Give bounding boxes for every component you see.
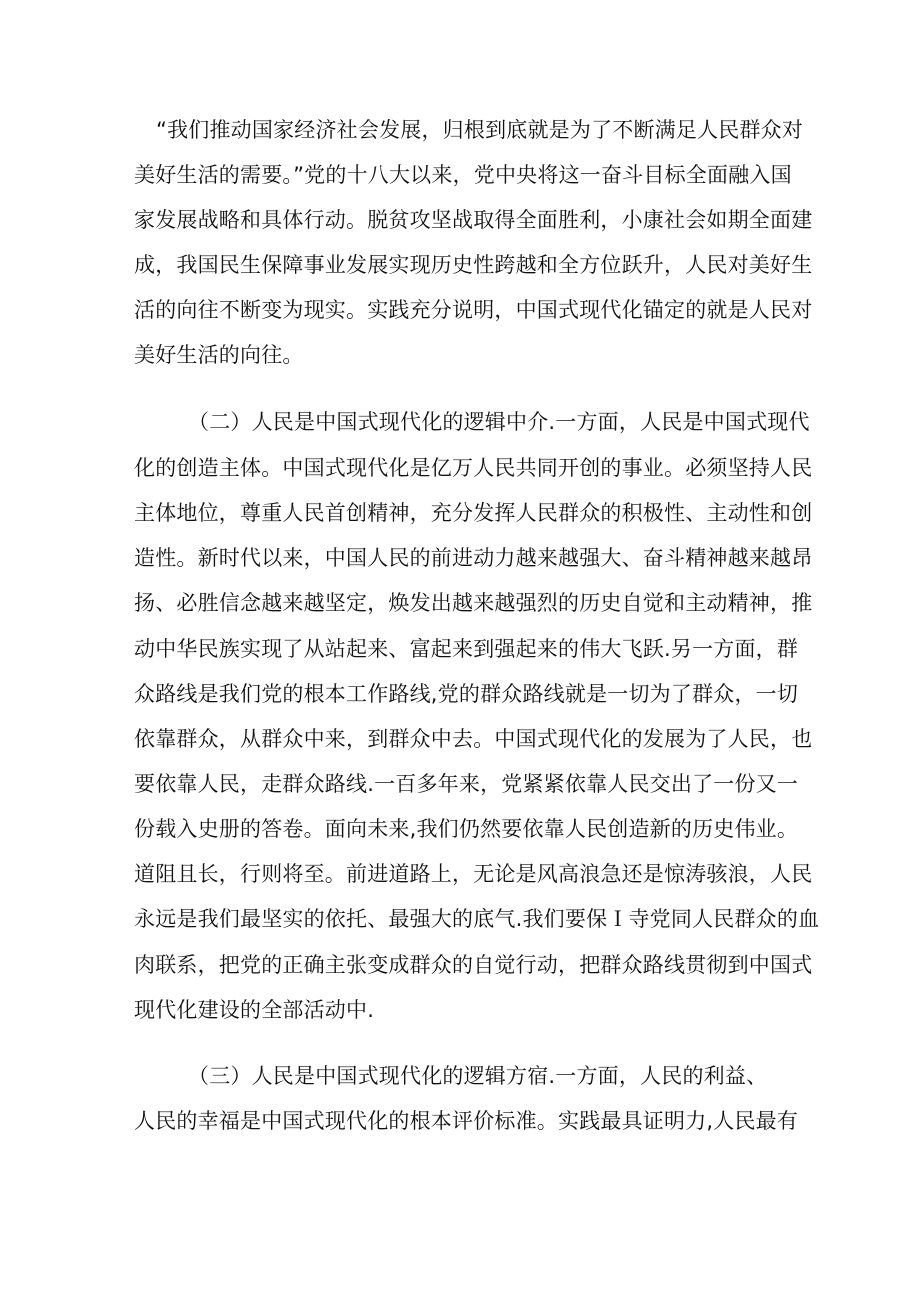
text-line: 现代化建设的全部活动中. [134, 998, 375, 1022]
text-line: 肉联系，把党的正确主张变成群众的自觉行动，把群众路线贯彻到中国式 [134, 953, 813, 977]
text-line: 人民的幸福是中国式现代化的根本评价标准。实践最具证明力,人民最有 [134, 1109, 799, 1133]
text-line: 扬、必胜信念越来越坚定，焕发出越来越强烈的历史自觉和主动精神，推 [134, 591, 813, 615]
text-line: 永远是我们最坚实的依托、最强大的底气.我们要保Ｉ寺党同人民群众的血 [134, 907, 820, 931]
text-line: 要依靠人民，走群众路线.一百多年来，党紧紧依靠人民交出了一份又一 [134, 772, 799, 796]
text-line: 美好生活的向往。 [134, 343, 304, 367]
text-line: （二）人民是中国式现代化的逻辑中介.一方面，人民是中国式现代 [188, 410, 810, 434]
text-line: 主体地位，尊重人民首创精神，充分发挥人民群众的积极性、主动性和创 [134, 501, 813, 525]
text-line: 化的创造主体。中国式现代化是亿万人民共同开创的事业。必须坚持人民 [134, 456, 813, 480]
text-line: 家发展战略和具体行动。脱贫攻坚战取得全面胜利，小康社会如期全面建 [134, 208, 813, 232]
text-line: 份载入史册的答卷。面向未来,我们仍然要依靠人民创造新的历史伟业。 [134, 817, 799, 841]
text-line: 活的向往不断变为现实。实践充分说明，中国式现代化锚定的就是人民对 [134, 298, 813, 322]
text-line: 美好生活的需要。”党的十八大以来，党中央将这一奋斗目标全面融入国 [134, 163, 792, 187]
text-line: “我们推动国家经济社会发展，归根到底就是为了不断满足人民群众对 [156, 118, 804, 142]
text-line: 道阻且长，行则将至。前进道路上，无论是风高浪急还是惊涛骇浪，人民 [134, 862, 813, 886]
text-line: 众路线是我们党的根本工作路线,党的群众路线就是一切为了群众，一切 [134, 682, 799, 706]
text-line: 依靠群众，从群众中来，到群众中去。中国式现代化的发展为了人民，也 [134, 727, 813, 751]
text-line: 动中华民族实现了从站起来、富起来到强起来的伟大飞跃.另一方面，群 [134, 637, 799, 661]
text-line: 成，我国民生保障事业发展实现历史性跨越和全方位跃升，人民对美好生 [134, 253, 813, 277]
text-line: （三）人民是中国式现代化的逻辑方宿.一方面，人民的利益、 [188, 1064, 768, 1088]
text-line: 造性。新时代以来，中国人民的前进动力越来越强大、奋斗精神越来越昂 [134, 546, 813, 570]
